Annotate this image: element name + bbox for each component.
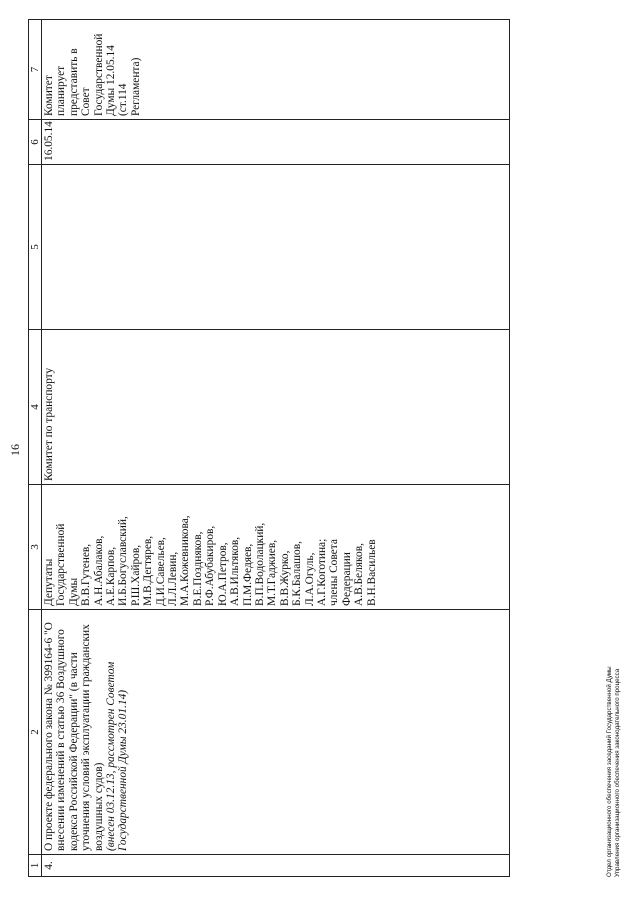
agenda-table [28, 19, 510, 877]
row-number: 4. [42, 855, 510, 877]
author-line: М.Т.Гаджиев, [266, 539, 279, 606]
column-header-4: 4 [29, 330, 42, 485]
author-line: В.В.Гутенев, [80, 543, 93, 606]
author-line: А.Г.Коготина; [315, 538, 328, 606]
author-line: И.Б.Богуславский, [117, 516, 130, 606]
column-5-cell [42, 165, 510, 330]
table-bottom-border [509, 20, 510, 877]
author-line: М.В.Дегтярев, [142, 535, 155, 606]
footer-line-2: Управления организационного обеспечения законодательного процесса [614, 668, 621, 877]
author-line: Д.И.Савельев, [154, 537, 167, 606]
author-line: Федерации [340, 552, 353, 606]
author-line: П.М.Федяев, [241, 543, 254, 606]
author-line: Л.Л.Левин, [167, 551, 180, 606]
footer-line-1: Отдел организационного обеспечения заседаний Государственной Думы [606, 666, 613, 877]
column-header-5: 5 [29, 165, 42, 330]
author-line: Р.Ш.Хайров, [129, 544, 142, 606]
author-line: А.В.Ильтяков, [229, 536, 242, 606]
remarks-cell: Комитет планирует представить в Совет Государственной Думы 12.05.14 (ст.114 Регламента) [42, 20, 510, 120]
header-row [29, 20, 42, 877]
author-line: В.Е.Поздняков, [191, 531, 204, 606]
footer-note [606, 666, 622, 877]
bill-title: О проекте федерального закона № 399164-6 "О внесении изменений в статью 36 Воздушного кодекса Российской Федерации" (в части уточнения условий эксплуатации гражданских воздушных судов) [43, 622, 105, 851]
column-header-6: 6 [29, 120, 42, 165]
author-line: Государственной [55, 523, 68, 606]
author-line: Б.К.Балашов, [291, 541, 304, 606]
column-header-3: 3 [29, 485, 42, 610]
author-line: члены Совета [328, 539, 341, 606]
table-row [42, 20, 510, 877]
author-line: А.Е.Карпов, [105, 546, 118, 606]
committee-cell: Комитет по транспорту [42, 330, 510, 485]
author-line: М.А.Кожевникова, [179, 515, 192, 606]
date-cell: 16.05.14 [42, 120, 510, 165]
author-line: В.В.Журко, [278, 550, 291, 606]
author-line: А.Н.Абалаков, [92, 535, 105, 606]
author-line: Л.А.Огуль, [303, 552, 316, 606]
page-number: 16 [8, 444, 22, 456]
column-header-1: 1 [29, 855, 42, 877]
authors-list [43, 488, 378, 606]
author-line: В.Н.Васильев [365, 539, 378, 606]
author-line: Думы [67, 577, 80, 606]
author-line: Р.Ф.Абубакиров, [204, 525, 217, 606]
author-line: Ю.А.Петров, [216, 542, 229, 606]
column-header-2: 2 [29, 610, 42, 855]
bill-cell [42, 610, 510, 855]
author-line: Депутаты [43, 558, 55, 606]
author-line: В.П.Водолацкий, [253, 522, 266, 606]
author-line: А.В.Беляков, [353, 543, 366, 606]
authors-cell [42, 485, 510, 610]
column-header-7: 7 [29, 20, 42, 120]
bill-note: (внесен 03.12.13, рассмотрен Советом Государственной Думы 23.01.14) [105, 661, 130, 851]
